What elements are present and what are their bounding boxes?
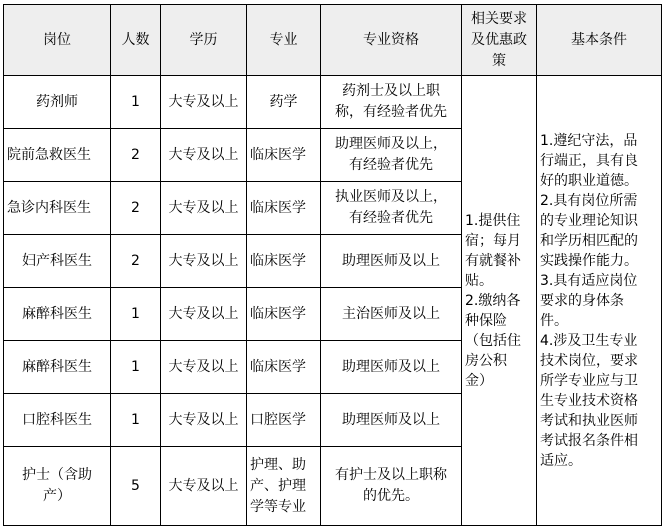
conditions-line: 2.具有岗位所需 (540, 192, 638, 209)
header-qualification: 专业资格 (321, 5, 462, 76)
requirements-line: 1.提供住 (465, 212, 521, 229)
cell-count: 1 (111, 394, 161, 447)
qualification-line: 的优先。 (363, 488, 419, 504)
cell-education: 大专及以上 (161, 288, 247, 341)
cell-count: 1 (111, 76, 161, 129)
cell-position (4, 447, 111, 526)
requirements-line: 房公积 (465, 352, 507, 369)
conditions-line: 适应。 (540, 452, 582, 469)
cell-major: 临床医学 (247, 288, 321, 341)
cell-qualification (321, 129, 462, 182)
qualification-line: 有护士及以上职称 (335, 467, 447, 483)
header-position: 岗位 (4, 5, 111, 76)
requirements-line: （包括住 (465, 332, 521, 349)
qualification-line: 助理医师及以上， (335, 136, 447, 152)
conditions-line: 考试和执业医师 (540, 412, 638, 429)
cell-qualification: 助理医师及以上 (321, 341, 462, 394)
cell-education: 大专及以上 (161, 129, 247, 182)
header-count: 人数 (111, 5, 161, 76)
requirements-line: 有就餐补 (465, 252, 521, 269)
major-line: 学等专业 (250, 498, 306, 515)
conditions-line: 好的职业道德。 (540, 172, 638, 189)
qualification-line: 药剂士及以上职 (342, 83, 440, 99)
conditions-line: 实践操作能力。 (540, 252, 638, 269)
cell-count: 2 (111, 129, 161, 182)
cell-count: 2 (111, 182, 161, 235)
cell-count: 1 (111, 288, 161, 341)
header-requirements-line: 及优惠政 (471, 31, 527, 48)
requirements-line: 贴。 (465, 272, 493, 289)
cell-education: 大专及以上 (161, 394, 247, 447)
cell-major: 药学 (247, 76, 321, 129)
cell-count: 2 (111, 235, 161, 288)
position-line: 产） (43, 488, 71, 504)
requirements-line: 金） (465, 372, 493, 389)
conditions-line: 要求的身体条 (540, 292, 624, 309)
qualification-line: 执业医师及以上， (335, 189, 447, 205)
cell-qualification: 助理医师及以上 (321, 394, 462, 447)
header-row (4, 5, 662, 76)
header-major: 专业 (247, 5, 321, 76)
cell-major: 临床医学 (247, 341, 321, 394)
conditions-line: 所学专业应与卫 (540, 372, 638, 389)
major-line: 产、护理 (250, 477, 306, 494)
header-requirements-line: 策 (492, 52, 506, 69)
cell-education: 大专及以上 (161, 235, 247, 288)
header-education: 学历 (161, 5, 247, 76)
cell-position: 药剂师 (4, 76, 111, 129)
qualification-line: 有经验者优先 (349, 157, 433, 173)
qualification-line: 有经验者优先 (349, 210, 433, 226)
table-row (4, 76, 662, 129)
cell-education: 大专及以上 (161, 76, 247, 129)
header-conditions: 基本条件 (537, 5, 662, 76)
conditions-line: 和学历相匹配的 (540, 232, 638, 249)
cell-education: 大专及以上 (161, 341, 247, 394)
position-line: 护士（含助 (22, 467, 92, 483)
cell-count: 5 (111, 447, 161, 526)
cell-requirements (462, 76, 537, 526)
cell-position: 麻醉科医生 (4, 288, 111, 341)
major-line: 护理、助 (250, 456, 306, 473)
conditions-line: 3.具有适应岗位 (540, 272, 638, 289)
cell-major (247, 447, 321, 526)
conditions-line: 行端正，具有良 (540, 152, 638, 169)
cell-position: 麻醉科医生 (4, 341, 111, 394)
cell-qualification: 助理医师及以上 (321, 235, 462, 288)
conditions-line: 4.涉及卫生专业 (540, 332, 638, 349)
cell-major: 临床医学 (247, 235, 321, 288)
requirements-line: 宿；每月 (465, 232, 521, 249)
conditions-line: 件。 (540, 312, 568, 329)
cell-education: 大专及以上 (161, 447, 247, 526)
conditions-line: 技术岗位，要求 (540, 352, 638, 369)
requirements-line: 2.缴纳各 (465, 292, 521, 309)
cell-count: 1 (111, 341, 161, 394)
cell-qualification (321, 182, 462, 235)
recruitment-table (3, 4, 662, 526)
conditions-line: 考试报名条件相 (540, 432, 638, 449)
cell-position: 妇产科医生 (4, 235, 111, 288)
conditions-line: 1.遵纪守法，品 (540, 132, 638, 149)
cell-qualification (321, 76, 462, 129)
cell-conditions (537, 76, 662, 526)
header-requirements (462, 5, 537, 76)
header-requirements-line: 相关要求 (471, 10, 527, 27)
qualification-line: 称，有经验者优先 (335, 104, 447, 120)
cell-major: 口腔医学 (247, 394, 321, 447)
cell-position: 院前急救医生 (4, 129, 111, 182)
conditions-line: 生专业技术资格 (540, 392, 638, 409)
cell-major: 临床医学 (247, 129, 321, 182)
cell-major: 临床医学 (247, 182, 321, 235)
requirements-line: 种保险 (465, 312, 507, 329)
cell-position: 口腔科医生 (4, 394, 111, 447)
cell-qualification: 主治医师及以上 (321, 288, 462, 341)
conditions-line: 的专业理论知识 (540, 212, 638, 229)
cell-position: 急诊内科医生 (4, 182, 111, 235)
cell-education: 大专及以上 (161, 182, 247, 235)
cell-qualification (321, 447, 462, 526)
